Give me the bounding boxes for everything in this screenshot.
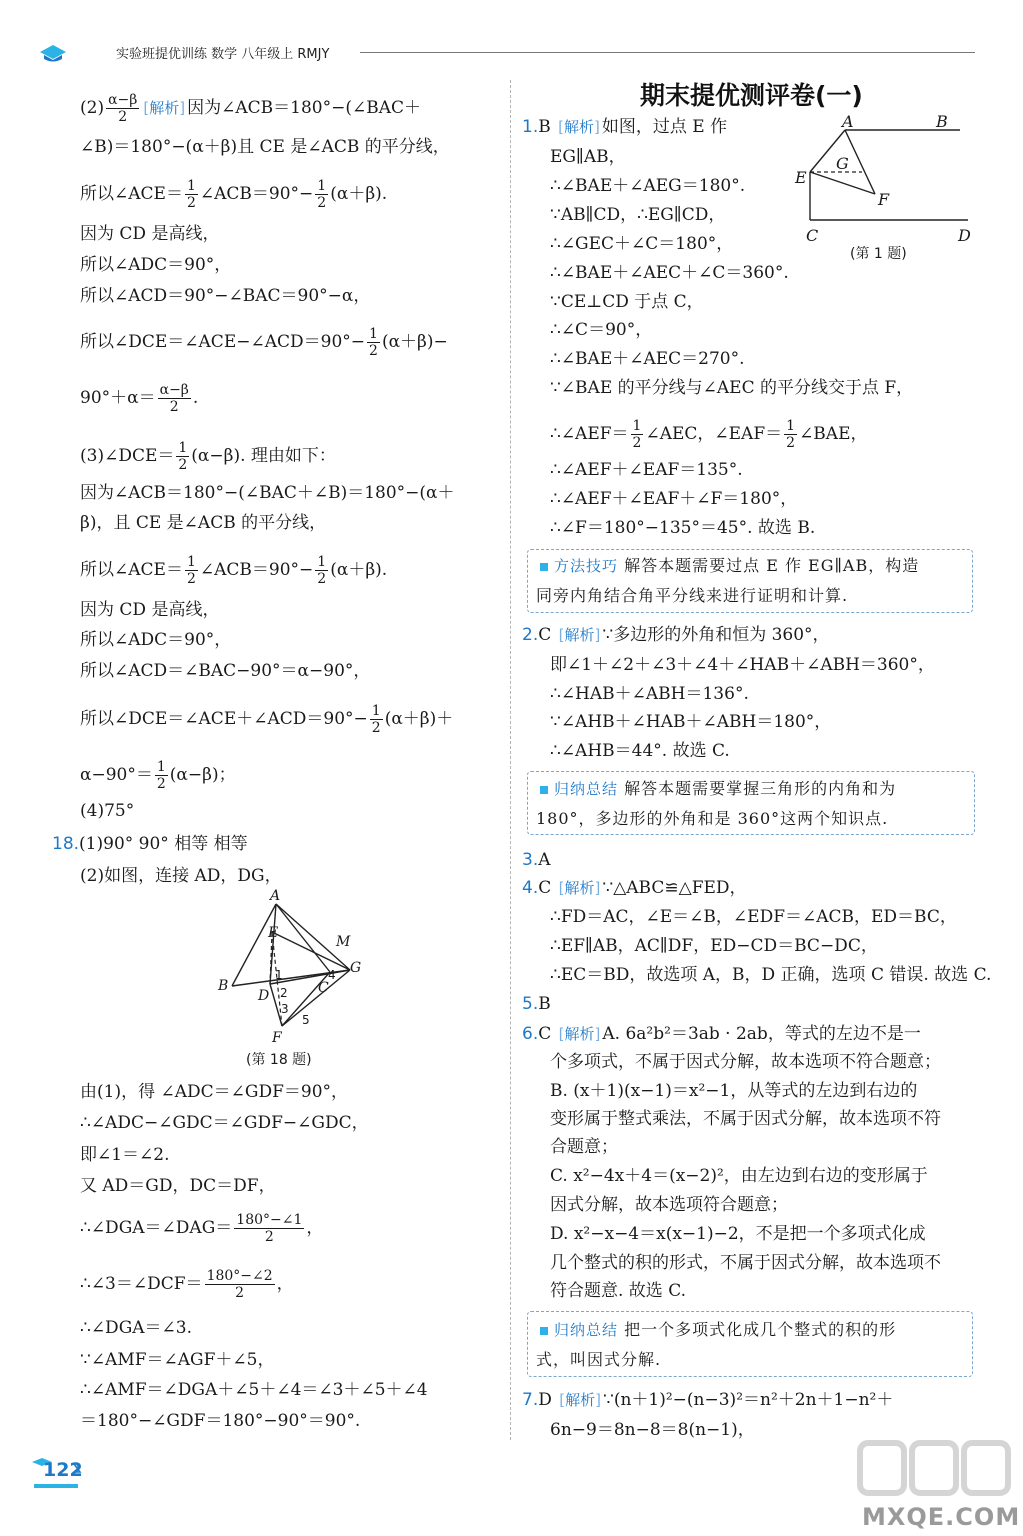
tip-summary-1-text: 解答本题需要掌握三角形的内角和为 <box>618 779 897 798</box>
line-text: ∴∠BAE＋∠AEG＝180°. <box>550 176 746 196</box>
tip-summary-1-line2: 180°，多边形的外角和是 360°这两个知识点. <box>536 809 889 828</box>
line-text: 所以∠ACD＝∠BAC−90°＝α−90°， <box>80 661 371 681</box>
fig18-label-3: 3 <box>281 1002 289 1016</box>
fraction-numerator: 1 <box>632 418 642 434</box>
fraction-numerator: 1 <box>786 418 796 434</box>
left-line-15 <box>80 703 453 736</box>
line-text: 因为∠ACB＝180°−(∠BAC＋∠B)＝180°−(α＋ <box>80 483 455 503</box>
line-text: (2)如图，连接 AD，DG， <box>80 866 282 886</box>
bracket-open: [ <box>558 626 565 644</box>
fig18-label-a: A <box>270 888 281 904</box>
line-text: β)，且 CE 是∠ACB 的平分线， <box>80 513 327 533</box>
right-line3-8 <box>550 1081 917 1101</box>
line-text: ∴EF∥AB，AC∥DF，ED−CD＝BC−DC， <box>550 936 878 956</box>
right-line4-0 <box>522 1390 893 1410</box>
line-text: 所以∠ACD＝90°−∠BAC＝90°−α， <box>80 286 371 306</box>
line-text-mid: ∠ACB＝90°− <box>199 560 314 580</box>
right-line3-5 <box>522 994 551 1014</box>
fig18-label-1: 1 <box>275 968 283 982</box>
fig1-label-b: B <box>936 112 948 131</box>
right-line-7 <box>550 320 652 340</box>
line-text: ∴∠ADC−∠GDC＝∠GDF−∠GDC， <box>80 1113 369 1133</box>
bracket-close: ] <box>594 626 601 644</box>
line-text: 变形属于整式乘法，不属于因式分解，故本选项不符 <box>550 1109 941 1129</box>
line-text: A <box>538 850 551 870</box>
fraction-numerator: 1 <box>178 440 188 456</box>
tip-method-bullet-icon <box>540 563 548 571</box>
line-text: D. x²−x−4＝x(x−1)−2，不是把一个多项式化成 <box>550 1224 926 1244</box>
watermark-text: MXQE.COM <box>862 1503 1021 1531</box>
right-line-3 <box>550 205 725 225</box>
left-line-10 <box>80 513 326 533</box>
fraction <box>205 1268 275 1301</box>
fraction <box>106 92 139 125</box>
fraction-denominator: 2 <box>156 776 166 792</box>
section-title: 期末提优测评卷(一) <box>640 81 863 110</box>
bracket-close: ] <box>594 118 600 136</box>
right-line-13 <box>550 518 815 538</box>
right-line3-12 <box>550 1195 788 1215</box>
right-line3-4 <box>550 965 991 985</box>
fig1-caption: (第 1 题) <box>850 246 907 262</box>
fig18-label-4: 4 <box>328 968 336 982</box>
tip-summary-2-heading <box>540 1321 618 1339</box>
bracket-open: [ <box>558 879 565 897</box>
question-number: 4. <box>522 878 539 898</box>
fraction-denominator: 2 <box>186 195 196 211</box>
line-text: 6n−9＝8n−8＝8(n−1)， <box>550 1420 755 1440</box>
fraction-numerator: 180°−∠2 <box>206 1268 273 1284</box>
fraction-numerator: 1 <box>186 178 196 194</box>
line-text: 所以∠ADC＝90°， <box>80 630 232 650</box>
line-text-rest: ， <box>276 1274 294 1294</box>
line-text: 所以∠DCE＝∠ACE−∠ACD＝90°− <box>80 332 366 352</box>
fig1-label-a: A <box>842 112 854 131</box>
right-line-1 <box>550 147 626 167</box>
tip-summary-2-line2: 式，叫因式分解. <box>536 1350 662 1369</box>
analysis-tag <box>557 625 603 645</box>
line-text: ∵AB∥CD，∴EG∥CD， <box>550 205 726 225</box>
line-text: ∴FD＝AC，∠E＝∠B，∠EDF＝∠ACB，ED＝BC， <box>550 907 957 927</box>
right-line-4 <box>550 234 733 254</box>
line-text: ∴∠AEF＋∠EAF＋∠F＝180°， <box>550 489 798 509</box>
line-text-rest: 如图，过点 E 作 <box>601 117 728 137</box>
right-line3-11 <box>550 1166 928 1186</box>
fraction-denominator: 2 <box>235 1285 245 1301</box>
right-line-2 <box>550 176 745 196</box>
left-line-7 <box>80 382 198 415</box>
line-text-rest: ∵△ABC≌△FED， <box>602 878 747 898</box>
line-text: 所以∠DCE＝∠ACE＋∠ACD＝90°− <box>80 709 368 729</box>
left-line-16 <box>80 759 236 792</box>
analysis-label: 解析 <box>149 99 180 117</box>
fraction <box>367 326 380 359</box>
fraction-denominator: 2 <box>169 399 179 415</box>
analysis-label: 解析 <box>565 1391 596 1409</box>
bracket-close: ] <box>594 879 601 897</box>
tip-summary-1-heading <box>540 780 618 798</box>
column-divider <box>510 80 511 1440</box>
line-text: 又 AD＝GD，DC＝DF， <box>80 1176 276 1196</box>
line-text: ∴∠AHB＝44°. 故选 C. <box>550 741 730 761</box>
line-text: 个多项式，不属于因式分解，故本选项不符合题意； <box>550 1052 941 1072</box>
line-text-rest: ∵(n＋1)²−(n−3)²＝n²＋2n＋1−n²＋ <box>603 1390 894 1410</box>
tip-summary-2-heading-text: 归纳总结 <box>554 1321 619 1339</box>
right-line-11 <box>550 460 743 480</box>
line-text-rest: (α＋β). <box>330 560 388 580</box>
line-text: ∴∠AEF＋∠EAF＝135°. <box>550 460 743 480</box>
fraction-denominator: 2 <box>186 571 196 587</box>
line-text-rest: (α−β)； <box>169 765 236 785</box>
line-text: ∴∠AEF＝ <box>550 424 629 444</box>
analysis-tag <box>141 98 187 118</box>
fraction <box>234 1212 304 1245</box>
line-text: 由(1)，得 ∠ADC＝∠GDF＝90°， <box>80 1082 349 1102</box>
bracket-open: [ <box>143 99 150 117</box>
fig18-label-c: C <box>318 980 329 996</box>
right-line-0 <box>522 117 727 137</box>
line-text: C <box>538 878 557 898</box>
fraction <box>155 759 168 792</box>
line-text: (3)∠DCE＝ <box>80 446 175 466</box>
line-text: (4)75° <box>80 801 135 821</box>
line-text: 所以∠ACE＝ <box>80 184 183 204</box>
right-line3-3 <box>550 936 878 956</box>
question-number: 6. <box>522 1024 539 1044</box>
line-text: ∴∠F＝180°−135°＝45°. 故选 B. <box>550 518 816 538</box>
line-text: 因为 CD 是高线， <box>80 224 220 244</box>
line-text: 因式分解，故本选项符合题意； <box>550 1195 788 1215</box>
line-text: ∴∠BAE＋∠AEC＝270°. <box>550 349 745 369</box>
line-text: ∵∠BAE 的平分线与∠AEC 的平分线交于点 F， <box>550 378 914 398</box>
question-number: 1. <box>522 117 539 137</box>
line-text-rest: ∵多边形的外角和恒为 360°， <box>602 625 830 645</box>
fraction <box>315 554 328 587</box>
line-text-rest: (α＋β)− <box>381 332 448 352</box>
fraction-numerator: 1 <box>369 326 378 342</box>
right-line3-7 <box>550 1052 941 1072</box>
line-text: ∵CE⊥CD 于点 C， <box>550 292 704 312</box>
line-text-rest: (α＋β)＋ <box>384 709 454 729</box>
fig18-label-m: M <box>336 934 351 950</box>
fraction-denominator: 2 <box>317 195 327 211</box>
fraction-denominator: 2 <box>786 435 796 451</box>
line-text-rest: ， <box>306 1218 324 1238</box>
analysis-tag <box>556 117 602 137</box>
line-text: C <box>538 625 557 645</box>
analysis-label: 解析 <box>564 879 595 897</box>
left-line2-9 <box>80 1411 360 1431</box>
analysis-tag <box>557 1390 603 1410</box>
line-text: ∴∠AMF＝∠DGA＋∠5＋∠4＝∠3＋∠5＋∠4 <box>80 1380 428 1400</box>
left-line-14 <box>80 661 370 681</box>
fig18-label-5: 5 <box>302 1013 310 1027</box>
left-line2-7 <box>80 1350 275 1370</box>
left-line-13 <box>80 630 231 650</box>
line-text: 所以∠ADC＝90°， <box>80 255 232 275</box>
question-number: 3. <box>522 850 539 870</box>
right-line3-15 <box>550 1281 686 1301</box>
left-line2-2 <box>80 1145 170 1165</box>
line-text: ＝180°−∠GDF＝180°−90°＝90°. <box>80 1411 361 1431</box>
tip-method-line1 <box>540 556 919 576</box>
bracket-open: [ <box>558 1025 565 1043</box>
fig1-label-g: G <box>836 154 849 173</box>
fraction <box>176 440 189 473</box>
right-line3-9 <box>550 1109 941 1129</box>
left-line-8 <box>80 440 336 473</box>
line-text: ∴∠C＝90°， <box>550 320 653 340</box>
right-line2-1 <box>550 655 935 675</box>
line-text: 即∠1＝∠2. <box>80 1145 170 1165</box>
line-text-rest: (α＋β). <box>330 184 388 204</box>
right-line2-2 <box>550 684 749 704</box>
fig18-label-d: D <box>258 988 270 1004</box>
line-text: (2) <box>80 98 105 118</box>
left-line-4 <box>80 255 231 275</box>
line-text-rest: (α−β). 理由如下： <box>191 446 336 466</box>
right-line-12 <box>550 489 797 509</box>
fraction-denominator: 2 <box>371 720 381 736</box>
line-text: EG∥AB， <box>550 147 626 167</box>
tip-summary-2-bullet-icon <box>540 1327 548 1335</box>
fraction-denominator: 2 <box>178 457 188 473</box>
fraction-numerator: 1 <box>186 554 196 570</box>
line-text: ∴∠HAB＋∠ABH＝136°. <box>550 684 749 704</box>
left-line-5 <box>80 286 370 306</box>
line-text: B <box>538 994 551 1014</box>
left-line-11 <box>80 554 387 587</box>
left-line-9 <box>80 483 455 503</box>
line-text: 所以∠ACE＝ <box>80 560 183 580</box>
left-line2-4 <box>80 1212 323 1245</box>
fig18-label-2: 2 <box>280 986 288 1000</box>
line-text-mid: ∠ACB＝90°− <box>199 184 314 204</box>
analysis-label: 解析 <box>564 118 595 136</box>
right-line3-2 <box>550 907 957 927</box>
line-text: 90°＋α＝ <box>80 388 156 408</box>
line-text: 合题意； <box>550 1137 618 1157</box>
right-line3-14 <box>550 1253 941 1273</box>
line-text: B. (x＋1)(x−1)＝x²−1，从等式的左边到右边的 <box>550 1081 918 1101</box>
question-number: 5. <box>522 994 539 1014</box>
bracket-open: [ <box>558 118 564 136</box>
line-text: 因为 CD 是高线， <box>80 600 220 620</box>
fraction-numerator: α−β <box>159 382 189 398</box>
bracket-close: ] <box>595 1391 602 1409</box>
right-line3-1 <box>522 878 747 898</box>
fraction-numerator: α−β <box>108 92 138 108</box>
line-text: ∠B)＝180°−(α＋β)且 CE 是∠ACB 的平分线， <box>80 137 450 157</box>
bracket-close: ] <box>594 1025 601 1043</box>
line-text: B <box>538 117 557 137</box>
left-line2-3 <box>80 1176 276 1196</box>
question-number: 2. <box>522 625 539 645</box>
right-line-5 <box>550 263 789 283</box>
fraction <box>370 703 383 736</box>
right-line3-10 <box>550 1137 618 1157</box>
fig18-label-g: G <box>350 960 362 976</box>
header-rule <box>360 52 975 53</box>
left-line-2 <box>80 178 387 211</box>
line-text: ∵∠AMF＝∠AGF＋∠5， <box>80 1350 275 1370</box>
line-text: C. x²−4x＋4＝(x−2)²，由左边到右边的变形属于 <box>550 1166 928 1186</box>
left-line2-6 <box>80 1318 192 1338</box>
line-text: C <box>538 1024 557 1044</box>
fraction <box>158 382 191 415</box>
tip-summary-2-line1 <box>540 1320 896 1340</box>
left-line2-8 <box>80 1380 428 1400</box>
line-text: ∴EC＝BD，故选项 A，B，D 正确，选项 C 错误. 故选 C. <box>550 965 992 985</box>
question-number: 7. <box>522 1390 539 1410</box>
left-line-3 <box>80 224 219 244</box>
left-line2-1 <box>80 1113 369 1133</box>
left-line-0 <box>80 92 421 125</box>
fraction-denominator: 2 <box>632 435 642 451</box>
tip-method-heading-text: 方法技巧 <box>554 557 619 575</box>
analysis-label: 解析 <box>564 626 595 644</box>
fraction-numerator: 1 <box>317 554 327 570</box>
line-text: 几个整式的积的形式，不属于因式分解，故本选项不 <box>550 1253 941 1273</box>
fig1-label-c: C <box>806 226 819 245</box>
line-text: ∴∠3＝∠DCF＝ <box>80 1274 203 1294</box>
line-text: ∵∠AHB＋∠HAB＋∠ABH＝180°， <box>550 712 832 732</box>
figure-1-diagram <box>800 112 975 242</box>
fraction-denominator: 2 <box>317 571 327 587</box>
line-text: (1)90° 90° 相等 相等 <box>79 834 248 854</box>
line-text: ∴∠BAE＋∠AEC＋∠C＝360°. <box>550 263 789 283</box>
tip-summary-1-line1 <box>540 779 896 799</box>
fraction-numerator: 180°−∠1 <box>236 1212 303 1228</box>
line-text-rest: ∠BAE， <box>799 424 868 444</box>
right-line-8 <box>550 349 745 369</box>
left-line-17 <box>80 801 134 821</box>
fig18-label-e: E <box>268 925 279 941</box>
fig1-label-d: D <box>958 226 971 245</box>
fraction <box>631 418 644 451</box>
bracket-open: [ <box>559 1391 566 1409</box>
fraction-numerator: 1 <box>317 178 327 194</box>
tip-method-line2: 同旁内角结合角平分线来进行证明和计算. <box>536 586 849 605</box>
page-number: 122 <box>43 1459 83 1481</box>
fraction <box>185 178 198 211</box>
fig1-label-e: E <box>795 168 807 187</box>
left-line-18 <box>52 834 248 854</box>
right-line-10 <box>550 418 868 451</box>
right-line3-13 <box>550 1224 926 1244</box>
line-text: α−90°＝ <box>80 765 153 785</box>
right-line2-3 <box>550 712 831 732</box>
fig18-label-b: B <box>218 978 229 994</box>
line-text-rest: . <box>192 388 199 408</box>
right-line2-0 <box>522 625 830 645</box>
analysis-tag <box>557 1024 603 1044</box>
right-line3-6 <box>522 1024 921 1044</box>
book-logo-icon <box>38 42 68 64</box>
right-line-6 <box>550 292 704 312</box>
tip-summary-2-text: 把一个多项式化成几个整式的积的形 <box>618 1320 897 1339</box>
line-text-rest: A. 6a²b²＝3ab · 2ab，等式的左边不是一 <box>602 1024 921 1044</box>
bracket-close: ] <box>179 99 186 117</box>
fraction <box>185 554 198 587</box>
left-line-12 <box>80 600 219 620</box>
analysis-label: 解析 <box>564 1025 595 1043</box>
left-line2-0 <box>80 1082 348 1102</box>
tip-summary-1-heading-text: 归纳总结 <box>554 780 619 798</box>
left-line-1 <box>80 137 450 157</box>
right-line-9 <box>550 378 913 398</box>
fraction <box>315 178 328 211</box>
tip-method-text: 解答本题需要过点 E 作 EG∥AB，构造 <box>618 556 920 575</box>
analysis-tag <box>557 878 603 898</box>
fraction-denominator: 2 <box>369 343 378 359</box>
fraction-numerator: 1 <box>371 703 381 719</box>
line-text: D <box>538 1390 558 1410</box>
tip-summary-1-bullet-icon <box>540 786 548 794</box>
page-header <box>30 38 975 68</box>
right-line4-1 <box>550 1420 755 1440</box>
line-text-rest: 因为∠ACB＝180°−(∠BAC＋ <box>187 98 421 118</box>
fraction <box>784 418 797 451</box>
left-line-6 <box>80 326 448 359</box>
left-line-19 <box>80 866 282 886</box>
line-text: ∴∠GEC＋∠C＝180°， <box>550 234 734 254</box>
fraction-numerator: 1 <box>156 759 166 775</box>
line-text: 即∠1＋∠2＋∠3＋∠4＋∠HAB＋∠ABH＝360°， <box>550 655 935 675</box>
line-text: ∴∠DGA＝∠DAG＝ <box>80 1218 233 1238</box>
line-text-mid: ∠AEC，∠EAF＝ <box>645 424 783 444</box>
book-title: 实验班提优训练 数学 八年级上 RMJY <box>116 47 330 62</box>
fig18-label-f: F <box>272 1030 282 1046</box>
line-text: 符合题意. 故选 C. <box>550 1281 687 1301</box>
fraction-denominator: 2 <box>118 109 128 125</box>
fig18-caption: (第 18 题) <box>246 1052 312 1068</box>
tip-method-heading <box>540 557 618 575</box>
right-line2-4 <box>550 741 730 761</box>
question-number: 18. <box>52 834 80 854</box>
left-line2-5 <box>80 1268 294 1301</box>
right-line3-0 <box>522 850 551 870</box>
line-text: ∴∠DGA＝∠3. <box>80 1318 193 1338</box>
fig1-label-f: F <box>878 190 890 209</box>
fraction-denominator: 2 <box>264 1229 274 1245</box>
